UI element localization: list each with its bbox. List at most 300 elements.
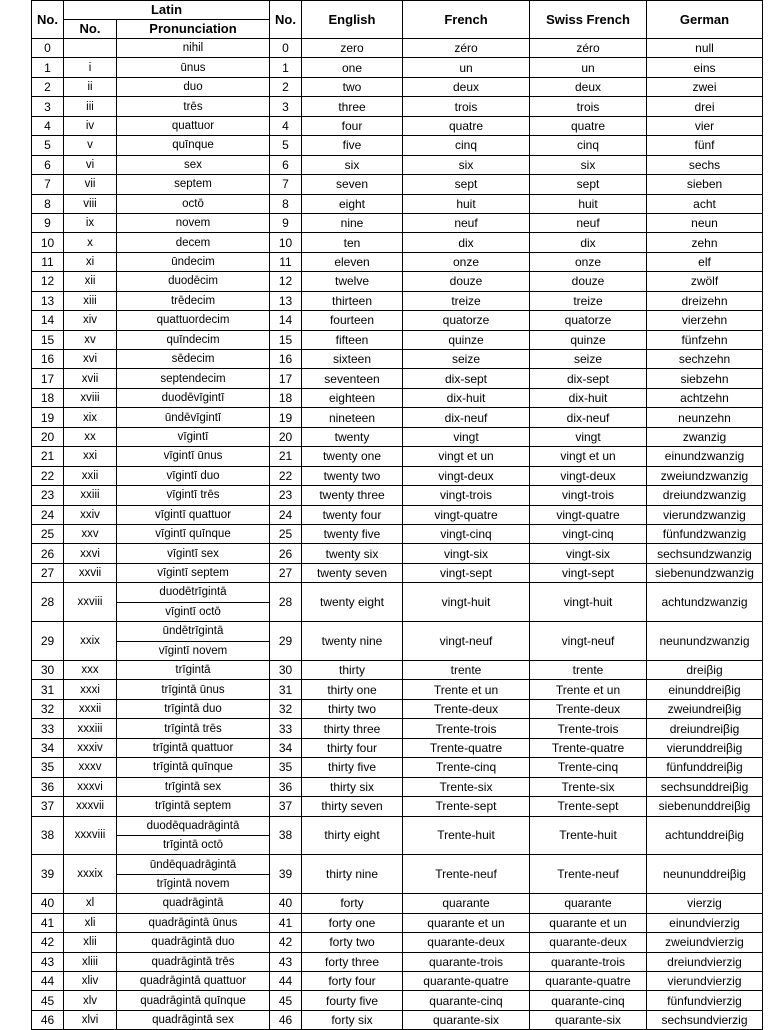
cell-latin-pronunciation: ūndēvīgintī — [117, 408, 270, 427]
cell-number: 24 — [32, 505, 64, 524]
cell-french: Trente-quatre — [403, 738, 530, 757]
cell-latin-pronunciation: quīnque — [117, 136, 270, 155]
cell-french: vingt-huit — [403, 583, 530, 622]
cell-french: Trente-neuf — [403, 855, 530, 894]
cell-swiss-french: huit — [530, 194, 647, 213]
cell-french: Trente-huit — [403, 816, 530, 855]
cell-number: 43 — [32, 952, 64, 971]
cell-german: achtundzwanzig — [647, 583, 763, 622]
cell-number-2: 8 — [270, 194, 302, 213]
table-row — [32, 39, 763, 58]
cell-english: twelve — [302, 272, 403, 291]
cell-number-2: 20 — [270, 427, 302, 446]
cell-latin-pronunciation: vīgintī — [117, 427, 270, 446]
cell-latin-pronunciation: trīgintā duo — [117, 699, 270, 718]
cell-french: quarante-trois — [403, 952, 530, 971]
cell-roman-numeral: iii — [64, 97, 117, 116]
cell-swiss-french: quarante-quatre — [530, 972, 647, 991]
cell-french: quarante-deux — [403, 933, 530, 952]
cell-number-2: 9 — [270, 213, 302, 232]
table-row — [32, 369, 763, 388]
table-row — [32, 408, 763, 427]
cell-latin-pronunciation: trīgintā octō — [117, 835, 270, 854]
cell-german: dreiundzwanzig — [647, 486, 763, 505]
cell-roman-numeral: i — [64, 58, 117, 77]
cell-number: 39 — [32, 855, 64, 894]
cell-french: vingt-trois — [403, 486, 530, 505]
cell-swiss-french: vingt-quatre — [530, 505, 647, 524]
cell-french: Trente-six — [403, 777, 530, 796]
cell-latin-pronunciation: vīgintī quattuor — [117, 505, 270, 524]
cell-number: 10 — [32, 233, 64, 252]
cell-french: quatorze — [403, 311, 530, 330]
cell-latin-pronunciation: vīgintī octō — [117, 602, 270, 621]
cell-latin-pronunciation: duo — [117, 77, 270, 96]
table-row — [32, 213, 763, 232]
cell-english: thirty one — [302, 680, 403, 699]
cell-number-2: 42 — [270, 933, 302, 952]
cell-roman-numeral: xii — [64, 272, 117, 291]
cell-swiss-french: un — [530, 58, 647, 77]
cell-swiss-french: dix-neuf — [530, 408, 647, 427]
cell-latin-pronunciation: trīgintā novem — [117, 874, 270, 893]
cell-number: 0 — [32, 39, 64, 58]
cell-latin-pronunciation: trīgintā sex — [117, 777, 270, 796]
cell-number: 19 — [32, 408, 64, 427]
cell-english: five — [302, 136, 403, 155]
cell-english: ten — [302, 233, 403, 252]
cell-swiss-french: neuf — [530, 213, 647, 232]
cell-number-2: 3 — [270, 97, 302, 116]
cell-roman-numeral: xxiv — [64, 505, 117, 524]
cell-roman-numeral: xxxiv — [64, 738, 117, 757]
cell-number: 34 — [32, 738, 64, 757]
cell-latin-pronunciation: vīgintī sex — [117, 544, 270, 563]
cell-german: einundvierzig — [647, 913, 763, 932]
table-row — [32, 58, 763, 77]
cell-english: zero — [302, 39, 403, 58]
cell-roman-numeral: xxxvi — [64, 777, 117, 796]
cell-german: fünfundvierzig — [647, 991, 763, 1010]
cell-latin-pronunciation: ūndētrīgintā — [117, 622, 270, 641]
cell-german: neunundzwanzig — [647, 622, 763, 661]
cell-swiss-french: dix-huit — [530, 388, 647, 407]
cell-swiss-french: onze — [530, 252, 647, 271]
table-row — [32, 116, 763, 135]
table-row — [32, 894, 763, 913]
cell-number-2: 7 — [270, 175, 302, 194]
cell-roman-numeral: viii — [64, 194, 117, 213]
cell-english: nineteen — [302, 408, 403, 427]
cell-roman-numeral: vi — [64, 155, 117, 174]
cell-german: vierundzwanzig — [647, 505, 763, 524]
cell-swiss-french: seize — [530, 350, 647, 369]
cell-german: dreiβig — [647, 661, 763, 680]
table-row — [32, 719, 763, 738]
cell-english: twenty one — [302, 447, 403, 466]
cell-roman-numeral: xl — [64, 894, 117, 913]
cell-french: Trente-deux — [403, 699, 530, 718]
cell-english: twenty — [302, 427, 403, 446]
cell-german: sieben — [647, 175, 763, 194]
cell-german: vierzig — [647, 894, 763, 913]
cell-german: neunzehn — [647, 408, 763, 427]
cell-latin-pronunciation: quīndecim — [117, 330, 270, 349]
cell-english: twenty two — [302, 466, 403, 485]
table-row — [32, 544, 763, 563]
cell-french: vingt-sept — [403, 563, 530, 582]
cell-roman-numeral: vii — [64, 175, 117, 194]
cell-french: quarante-cinq — [403, 991, 530, 1010]
cell-german: zwölf — [647, 272, 763, 291]
cell-swiss-french: Trente-trois — [530, 719, 647, 738]
cell-french: quarante et un — [403, 913, 530, 932]
cell-swiss-french: cinq — [530, 136, 647, 155]
cell-swiss-french: Trente-neuf — [530, 855, 647, 894]
cell-roman-numeral: ix — [64, 213, 117, 232]
cell-latin-pronunciation: quadrāgintā sex — [117, 1010, 270, 1029]
cell-number: 3 — [32, 97, 64, 116]
cell-latin-pronunciation: duodētrīgintā — [117, 583, 270, 602]
cell-latin-pronunciation: trīgintā quattuor — [117, 738, 270, 757]
cell-swiss-french: vingt-sept — [530, 563, 647, 582]
cell-swiss-french: vingt-trois — [530, 486, 647, 505]
cell-latin-pronunciation: nihil — [117, 39, 270, 58]
cell-roman-numeral: iv — [64, 116, 117, 135]
cell-german: siebzehn — [647, 369, 763, 388]
cell-latin-pronunciation: vīgintī ūnus — [117, 447, 270, 466]
table-row — [32, 855, 763, 874]
cell-number: 2 — [32, 77, 64, 96]
cell-latin-pronunciation: trēdecim — [117, 291, 270, 310]
cell-number-2: 39 — [270, 855, 302, 894]
cell-latin-pronunciation: quadrāgintā ūnus — [117, 913, 270, 932]
cell-english: forty one — [302, 913, 403, 932]
cell-german: sechzehn — [647, 350, 763, 369]
cell-german: sechs — [647, 155, 763, 174]
cell-french: quinze — [403, 330, 530, 349]
cell-german: zwanzig — [647, 427, 763, 446]
table-row — [32, 388, 763, 407]
col-latin-no-header: No. — [64, 20, 117, 39]
cell-roman-numeral: xi — [64, 252, 117, 271]
cell-number-2: 15 — [270, 330, 302, 349]
table-row — [32, 233, 763, 252]
cell-latin-pronunciation: novem — [117, 213, 270, 232]
cell-french: Trente-sept — [403, 797, 530, 816]
cell-english: fourteen — [302, 311, 403, 330]
table-row — [32, 97, 763, 116]
cell-number: 8 — [32, 194, 64, 213]
table-body — [32, 39, 763, 1030]
col-swiss-french-header: Swiss French — [530, 1, 647, 39]
cell-number: 4 — [32, 116, 64, 135]
cell-english: eight — [302, 194, 403, 213]
cell-english: thirty — [302, 661, 403, 680]
cell-number-2: 26 — [270, 544, 302, 563]
cell-english: fourty five — [302, 991, 403, 1010]
cell-number: 23 — [32, 486, 64, 505]
cell-number: 16 — [32, 350, 64, 369]
cell-german: drei — [647, 97, 763, 116]
cell-roman-numeral: xxix — [64, 622, 117, 661]
cell-number: 7 — [32, 175, 64, 194]
col-latin-header: Latin — [64, 1, 270, 20]
table-row — [32, 427, 763, 446]
table-row — [32, 583, 763, 602]
table-row — [32, 816, 763, 835]
cell-english: nine — [302, 213, 403, 232]
cell-number-2: 16 — [270, 350, 302, 369]
table-row — [32, 136, 763, 155]
cell-number: 30 — [32, 661, 64, 680]
cell-french: vingt et un — [403, 447, 530, 466]
cell-roman-numeral: v — [64, 136, 117, 155]
cell-roman-numeral: xiv — [64, 311, 117, 330]
cell-swiss-french: Trente-quatre — [530, 738, 647, 757]
cell-swiss-french: quatorze — [530, 311, 647, 330]
cell-number-2: 13 — [270, 291, 302, 310]
cell-french: dix-neuf — [403, 408, 530, 427]
cell-swiss-french: quarante-six — [530, 1010, 647, 1029]
cell-english: one — [302, 58, 403, 77]
table-row — [32, 350, 763, 369]
cell-latin-pronunciation: duodēvīgintī — [117, 388, 270, 407]
cell-german: acht — [647, 194, 763, 213]
cell-number-2: 32 — [270, 699, 302, 718]
cell-german: dreiundvierzig — [647, 952, 763, 971]
cell-swiss-french: quarante et un — [530, 913, 647, 932]
cell-number-2: 34 — [270, 738, 302, 757]
cell-english: forty six — [302, 1010, 403, 1029]
cell-number-2: 46 — [270, 1010, 302, 1029]
cell-number-2: 30 — [270, 661, 302, 680]
cell-swiss-french: quinze — [530, 330, 647, 349]
cell-english: twenty eight — [302, 583, 403, 622]
cell-french: zéro — [403, 39, 530, 58]
cell-french: quarante — [403, 894, 530, 913]
cell-roman-numeral: xlii — [64, 933, 117, 952]
cell-roman-numeral: xv — [64, 330, 117, 349]
cell-english: thirty nine — [302, 855, 403, 894]
cell-swiss-french: vingt-six — [530, 544, 647, 563]
table-header — [32, 1, 763, 39]
cell-french: vingt-quatre — [403, 505, 530, 524]
cell-swiss-french: sept — [530, 175, 647, 194]
cell-number-2: 35 — [270, 758, 302, 777]
table-row — [32, 1010, 763, 1029]
cell-english: thirty seven — [302, 797, 403, 816]
cell-latin-pronunciation: trēs — [117, 97, 270, 116]
cell-french: deux — [403, 77, 530, 96]
cell-latin-pronunciation: vīgintī duo — [117, 466, 270, 485]
cell-roman-numeral: xxiii — [64, 486, 117, 505]
table-row — [32, 680, 763, 699]
cell-english: seven — [302, 175, 403, 194]
cell-english: thirty five — [302, 758, 403, 777]
cell-number: 37 — [32, 797, 64, 816]
cell-latin-pronunciation: vīgintī septem — [117, 563, 270, 582]
cell-number-2: 12 — [270, 272, 302, 291]
cell-french: cinq — [403, 136, 530, 155]
cell-number: 22 — [32, 466, 64, 485]
cell-number-2: 45 — [270, 991, 302, 1010]
cell-number: 29 — [32, 622, 64, 661]
cell-latin-pronunciation: quadrāgintā quattuor — [117, 972, 270, 991]
cell-english: twenty five — [302, 524, 403, 543]
cell-french: Trente-cinq — [403, 758, 530, 777]
cell-roman-numeral: xxxix — [64, 855, 117, 894]
cell-number-2: 43 — [270, 952, 302, 971]
cell-number-2: 24 — [270, 505, 302, 524]
cell-swiss-french: vingt-neuf — [530, 622, 647, 661]
cell-german: zweiundvierzig — [647, 933, 763, 952]
cell-english: two — [302, 77, 403, 96]
cell-swiss-french: dix — [530, 233, 647, 252]
cell-latin-pronunciation: quadrāgintā trēs — [117, 952, 270, 971]
cell-french: seize — [403, 350, 530, 369]
cell-french: dix — [403, 233, 530, 252]
cell-english: eighteen — [302, 388, 403, 407]
cell-number: 20 — [32, 427, 64, 446]
cell-swiss-french: douze — [530, 272, 647, 291]
cell-roman-numeral: xiii — [64, 291, 117, 310]
cell-number-2: 19 — [270, 408, 302, 427]
cell-roman-numeral: xx — [64, 427, 117, 446]
cell-latin-pronunciation: trīgintā ūnus — [117, 680, 270, 699]
col-pronunciation-header: Pronunciation — [117, 20, 270, 39]
cell-number-2: 0 — [270, 39, 302, 58]
cell-roman-numeral: xxxviii — [64, 816, 117, 855]
cell-english: thirty two — [302, 699, 403, 718]
cell-french: douze — [403, 272, 530, 291]
cell-number-2: 41 — [270, 913, 302, 932]
table-row — [32, 155, 763, 174]
cell-latin-pronunciation: ūndēquadrāgintā — [117, 855, 270, 874]
table-row — [32, 194, 763, 213]
cell-french: vingt-cinq — [403, 524, 530, 543]
cell-german: sechsundvierzig — [647, 1010, 763, 1029]
cell-number: 44 — [32, 972, 64, 991]
cell-swiss-french: quarante-trois — [530, 952, 647, 971]
cell-number-2: 6 — [270, 155, 302, 174]
cell-number: 14 — [32, 311, 64, 330]
cell-number-2: 37 — [270, 797, 302, 816]
cell-german: siebenundzwanzig — [647, 563, 763, 582]
table-row — [32, 738, 763, 757]
cell-swiss-french: vingt — [530, 427, 647, 446]
cell-swiss-french: Trente-cinq — [530, 758, 647, 777]
cell-number-2: 18 — [270, 388, 302, 407]
cell-number: 45 — [32, 991, 64, 1010]
cell-swiss-french: Trente-six — [530, 777, 647, 796]
cell-number-2: 36 — [270, 777, 302, 796]
cell-number-2: 29 — [270, 622, 302, 661]
cell-swiss-french: treize — [530, 291, 647, 310]
cell-number-2: 21 — [270, 447, 302, 466]
table-row — [32, 505, 763, 524]
cell-roman-numeral: xxx — [64, 661, 117, 680]
cell-german: sechsunddreiβig — [647, 777, 763, 796]
cell-english: forty two — [302, 933, 403, 952]
cell-german: fünfunddreiβig — [647, 758, 763, 777]
cell-german: null — [647, 39, 763, 58]
cell-swiss-french: Trente-sept — [530, 797, 647, 816]
cell-swiss-french: Trente-deux — [530, 699, 647, 718]
cell-swiss-french: trente — [530, 661, 647, 680]
cell-number-2: 11 — [270, 252, 302, 271]
cell-german: sechsundzwanzig — [647, 544, 763, 563]
cell-latin-pronunciation: septem — [117, 175, 270, 194]
cell-number: 36 — [32, 777, 64, 796]
cell-german: vierzehn — [647, 311, 763, 330]
cell-number-2: 28 — [270, 583, 302, 622]
cell-number-2: 25 — [270, 524, 302, 543]
cell-number: 27 — [32, 563, 64, 582]
cell-number: 11 — [32, 252, 64, 271]
cell-french: dix-sept — [403, 369, 530, 388]
cell-roman-numeral — [64, 39, 117, 58]
cell-french: vingt-six — [403, 544, 530, 563]
cell-number: 1 — [32, 58, 64, 77]
table-row — [32, 699, 763, 718]
cell-latin-pronunciation: duodēcim — [117, 272, 270, 291]
cell-number: 38 — [32, 816, 64, 855]
cell-latin-pronunciation: decem — [117, 233, 270, 252]
cell-roman-numeral: xxi — [64, 447, 117, 466]
table-row — [32, 272, 763, 291]
cell-number: 17 — [32, 369, 64, 388]
cell-french: vingt-neuf — [403, 622, 530, 661]
cell-german: elf — [647, 252, 763, 271]
cell-english: eleven — [302, 252, 403, 271]
cell-number: 13 — [32, 291, 64, 310]
cell-german: fünfundzwanzig — [647, 524, 763, 543]
cell-german: dreizehn — [647, 291, 763, 310]
cell-german: vier — [647, 116, 763, 135]
table-row — [32, 972, 763, 991]
table-row — [32, 330, 763, 349]
cell-english: seventeen — [302, 369, 403, 388]
cell-number: 40 — [32, 894, 64, 913]
cell-french: huit — [403, 194, 530, 213]
table-row — [32, 311, 763, 330]
cell-german: fünfzehn — [647, 330, 763, 349]
cell-number: 41 — [32, 913, 64, 932]
cell-roman-numeral: xxxiii — [64, 719, 117, 738]
cell-roman-numeral: xvii — [64, 369, 117, 388]
table-row — [32, 777, 763, 796]
cell-swiss-french: dix-sept — [530, 369, 647, 388]
cell-latin-pronunciation: duodēquadrāgintā — [117, 816, 270, 835]
cell-french: Trente et un — [403, 680, 530, 699]
cell-roman-numeral: xviii — [64, 388, 117, 407]
table-row — [32, 252, 763, 271]
cell-english: twenty six — [302, 544, 403, 563]
cell-roman-numeral: xxxv — [64, 758, 117, 777]
cell-german: siebenunddreiβig — [647, 797, 763, 816]
cell-german: achtzehn — [647, 388, 763, 407]
cell-number-2: 31 — [270, 680, 302, 699]
cell-swiss-french: zéro — [530, 39, 647, 58]
table-row — [32, 758, 763, 777]
cell-number-2: 44 — [270, 972, 302, 991]
cell-number: 25 — [32, 524, 64, 543]
cell-english: thirty eight — [302, 816, 403, 855]
cell-number: 9 — [32, 213, 64, 232]
cell-french: neuf — [403, 213, 530, 232]
cell-number: 15 — [32, 330, 64, 349]
